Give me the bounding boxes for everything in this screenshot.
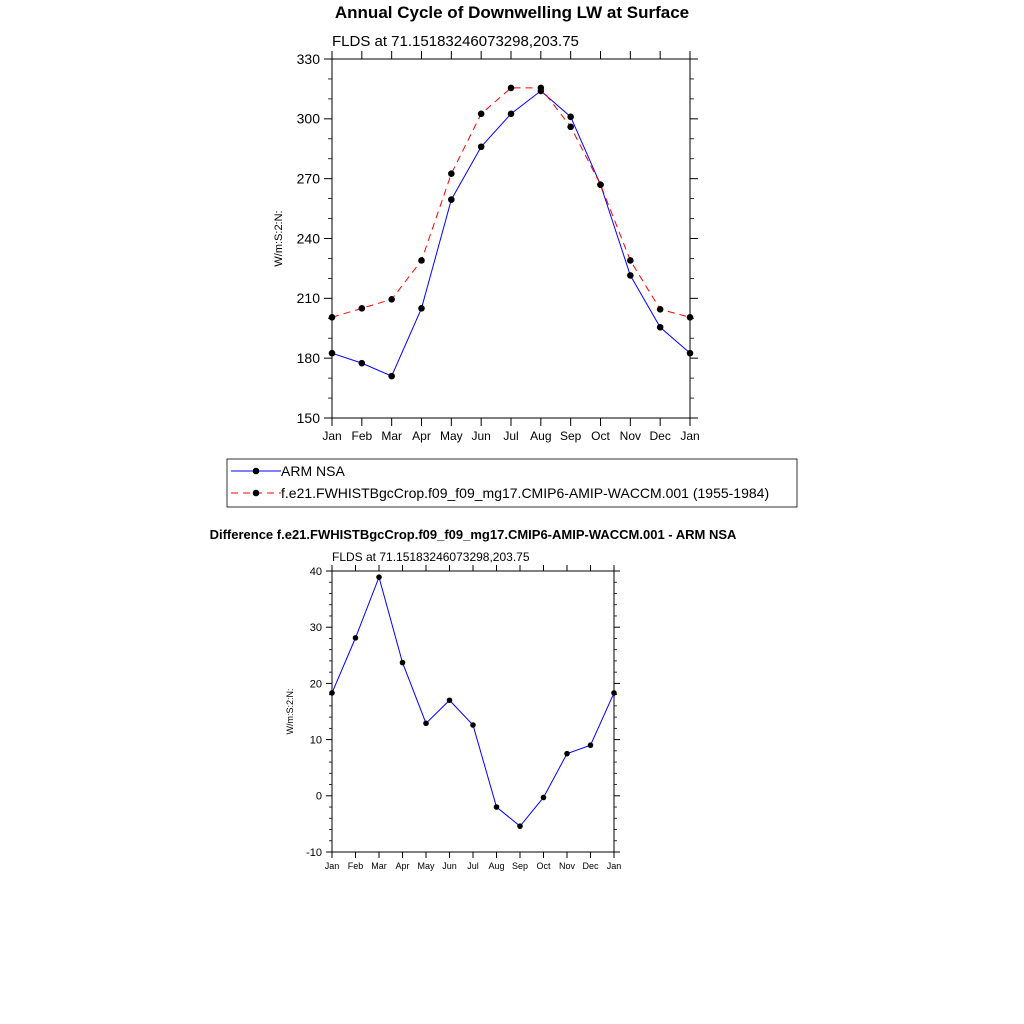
data-point [541,795,547,801]
x-tick-label: Nov [619,429,642,443]
data-point [448,170,455,177]
x-tick-label: Apr [395,861,410,871]
legend-marker-arm-nsa [253,468,260,475]
data-point [657,306,664,313]
x-tick-label: Aug [530,429,552,443]
data-point [359,360,366,367]
data-point [470,722,476,728]
x-tick-label: Jul [467,861,479,871]
data-point [400,660,406,666]
top-chart-subtitle: FLDS at 71.15183246073298,203.75 [332,33,579,50]
x-tick-label: Dec [649,429,671,443]
x-tick-label: Feb [351,429,373,443]
x-tick-label: Jul [503,429,519,443]
data-point [538,85,545,92]
data-point [388,373,395,380]
x-tick-label: Jan [324,861,340,871]
bottom-chart-title: Difference f.e21.FWHISTBgcCrop.f09_f09_mg17.CMIP6-AMIP-WACCM.001 - ARM NSA [209,527,737,542]
y-tick-label: -10 [306,846,322,859]
data-point [508,85,515,92]
data-point [448,196,455,203]
data-point [353,635,359,641]
x-tick-label: Jan [606,861,622,871]
y-axis-label: W/m:S:2:N: [273,210,285,267]
x-tick-label: Aug [488,861,505,871]
data-point [359,305,366,312]
x-tick-label: Dec [582,861,599,871]
y-tick-label: 300 [296,110,320,127]
x-tick-label: Jan [680,429,700,443]
y-tick-label: 40 [309,565,322,578]
x-tick-label: Jun [471,429,491,443]
y-tick-label: 30 [309,622,322,635]
data-point [478,111,485,118]
data-point [494,804,500,810]
data-point [627,257,634,264]
y-tick-label: 270 [296,170,320,187]
legend-marker-model [253,490,260,497]
top-chart-legend [227,459,797,507]
data-point [588,742,594,748]
x-tick-label: Sep [559,429,582,443]
data-point [418,305,425,312]
y-tick-label: 0 [315,790,322,803]
y-tick-label: 20 [309,678,322,691]
data-point [657,324,664,331]
x-tick-label: Mar [381,429,403,443]
data-point [567,124,574,131]
x-tick-label: May [439,429,463,443]
data-point [597,181,604,188]
x-tick-label: Oct [536,861,551,871]
data-point [423,721,429,727]
x-tick-label: Oct [591,429,610,443]
x-tick-label: May [417,861,435,871]
y-tick-label: 180 [296,350,320,367]
x-tick-label: Feb [347,861,364,871]
data-point [611,690,617,696]
data-point [508,111,515,118]
data-point [447,697,453,703]
top-chart-title: Annual Cycle of Downwelling LW at Surface [334,3,690,22]
x-tick-label: Mar [371,861,387,871]
data-point [517,823,523,829]
x-tick-label: Nov [558,861,576,871]
y-tick-label: 150 [296,409,320,426]
y-tick-label: 240 [296,230,320,247]
x-tick-label: Sep [511,861,529,871]
y-tick-label: 210 [296,290,320,307]
y-tick-label: 330 [296,50,320,67]
data-point [627,272,634,279]
x-tick-label: Jun [442,861,457,871]
y-axis-label: W/m:S:2:N: [285,688,295,735]
data-point [388,296,395,303]
data-point [687,350,694,357]
data-point [564,751,570,757]
data-point [329,690,335,696]
data-point [687,314,694,321]
legend-label-arm-nsa: ARM NSA [281,463,345,479]
legend-label-model: f.e21.FWHISTBgcCrop.f09_f09_mg17.CMIP6-AMIP-WACCM.001 (1955-1984) [281,485,770,501]
data-point [478,143,485,150]
bottom-chart-subtitle: FLDS at 71.15183246073298,203.75 [332,550,530,564]
data-point [376,574,382,580]
data-point [418,257,425,264]
y-tick-label: 10 [309,734,322,747]
data-point [329,314,336,321]
data-point [567,114,574,121]
x-tick-label: Jan [322,429,342,443]
data-point [329,350,336,357]
x-tick-label: Apr [412,429,431,443]
